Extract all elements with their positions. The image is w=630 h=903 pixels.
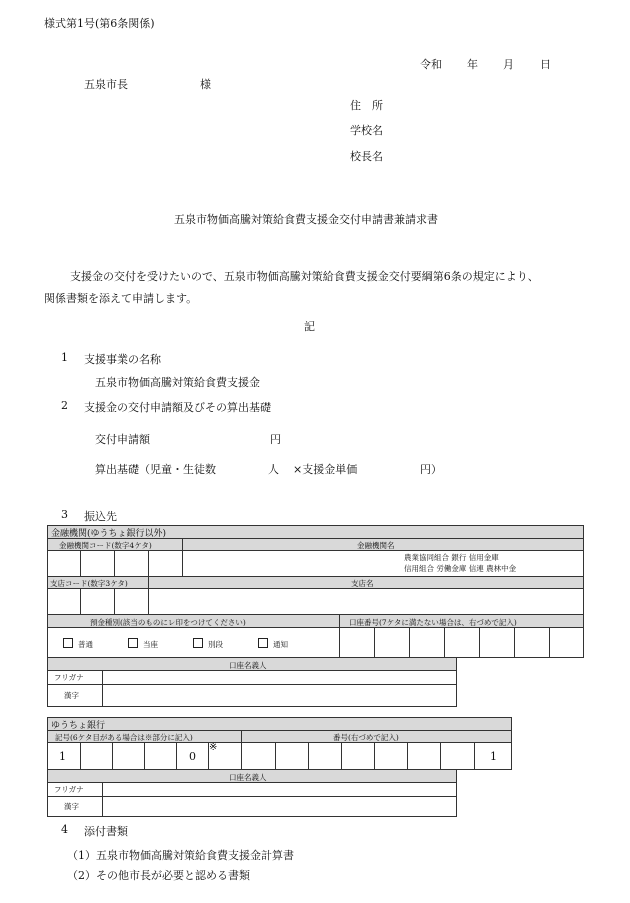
kanji-label: 漢字 bbox=[64, 691, 79, 700]
bank-types-row1: 農業協同組合 銀行 信用金庫 bbox=[404, 553, 499, 562]
section1-value: 五泉市物価高騰対策給食費支援金 bbox=[95, 376, 260, 389]
applicant-principal-label: 校長名 bbox=[350, 150, 383, 163]
option-futsu-label: 普通 bbox=[78, 640, 93, 649]
date-year: 年 bbox=[467, 58, 478, 71]
amount-label: 交付申請額 bbox=[95, 433, 150, 446]
bank-code-label: 金融機関コード(数字4ケタ) bbox=[59, 541, 152, 550]
attachment-item-2: （2）その他市長が必要と認める書類 bbox=[67, 869, 250, 882]
checkbox-icon[interactable] bbox=[193, 638, 203, 648]
form-number: 様式第1号(第6条関係) bbox=[44, 17, 155, 30]
basis-end: 円） bbox=[420, 463, 442, 476]
option-tsuchi[interactable] bbox=[258, 638, 288, 650]
section3-label: 振込先 bbox=[84, 510, 117, 523]
branch-code-label: 支店コード(数字3ケタ) bbox=[50, 579, 128, 588]
section4-number: 4 bbox=[61, 823, 68, 836]
amount-unit: 円 bbox=[270, 433, 281, 446]
checkbox-icon[interactable] bbox=[128, 638, 138, 648]
yucho-number-label: 番号(右づめで記入) bbox=[333, 733, 399, 742]
yucho-symbol-label: 記号(6ケタ目がある場合は※部分に記入) bbox=[55, 733, 193, 742]
option-toza-label: 当座 bbox=[143, 640, 158, 649]
section3-number: 3 bbox=[61, 508, 68, 521]
ki-label: 記 bbox=[304, 320, 315, 333]
section4-label: 添付書類 bbox=[84, 825, 128, 838]
basis-multiplier: ×支援金単価 bbox=[293, 463, 358, 476]
body-text-line2: 関係書類を添えて申請します。 bbox=[44, 292, 198, 305]
section2-number: 2 bbox=[61, 399, 68, 412]
document-title: 五泉市物価高騰対策給食費支援金交付申請書兼請求書 bbox=[174, 213, 438, 226]
option-tsuchi-label: 通知 bbox=[273, 640, 288, 649]
branch-name-label: 支店名 bbox=[351, 579, 374, 588]
date-month: 月 bbox=[503, 58, 514, 71]
option-betsudan-label: 別段 bbox=[208, 640, 223, 649]
body-text-line1: 支援金の交付を受けたいので、五泉市物価高騰対策給食費支援金交付要綱第6条の規定により、 bbox=[70, 270, 539, 283]
section1-number: 1 bbox=[61, 351, 68, 364]
section2-label: 支援金の交付申請額及びその算出基礎 bbox=[84, 401, 271, 414]
applicant-address-label: 住 所 bbox=[350, 99, 383, 112]
bank-name-label: 金融機関名 bbox=[357, 541, 395, 550]
applicant-school-label: 学校名 bbox=[350, 124, 383, 137]
attachment-item-1: （1）五泉市物価高騰対策給食費支援金計算書 bbox=[67, 849, 294, 862]
date-day: 日 bbox=[540, 58, 551, 71]
yucho-number-last: 1 bbox=[490, 750, 497, 763]
option-toza[interactable] bbox=[128, 638, 158, 650]
option-betsudan[interactable] bbox=[193, 638, 223, 650]
basis-label: 算出基礎（児童・生徒数 bbox=[95, 463, 216, 476]
checkbox-icon[interactable] bbox=[258, 638, 268, 648]
yucho-holder-label: 口座名義人 bbox=[229, 773, 267, 782]
yucho-symbol-fifth: 0 bbox=[189, 750, 196, 763]
bank-types-row2: 信用組合 労働金庫 信連 農林中金 bbox=[404, 564, 517, 573]
yucho-kanji-label: 漢字 bbox=[64, 802, 79, 811]
addressee-name: 五泉市長 bbox=[84, 78, 128, 91]
date-era: 令和 bbox=[420, 58, 442, 71]
checkbox-icon[interactable] bbox=[63, 638, 73, 648]
addressee-honorific: 様 bbox=[200, 78, 211, 91]
holder-label: 口座名義人 bbox=[229, 661, 267, 670]
option-futsu[interactable] bbox=[63, 638, 93, 650]
account-number-label: 口座番号(7ケタに満たない場合は、右づめで記入) bbox=[349, 618, 517, 627]
bank-header: 金融機関(ゆうちょ銀行以外) bbox=[51, 529, 167, 539]
section1-label: 支援事業の名称 bbox=[84, 353, 161, 366]
yucho-symbol-first: 1 bbox=[59, 750, 66, 763]
yucho-mark: ※ bbox=[209, 742, 218, 753]
account-type-label: 預金種別(該当のものにレ印をつけてください) bbox=[90, 618, 246, 627]
furigana-label: フリガナ bbox=[54, 673, 84, 682]
basis-unit: 人 bbox=[268, 463, 279, 476]
yucho-furigana-label: フリガナ bbox=[54, 785, 84, 794]
yucho-header: ゆうちょ銀行 bbox=[51, 721, 106, 731]
